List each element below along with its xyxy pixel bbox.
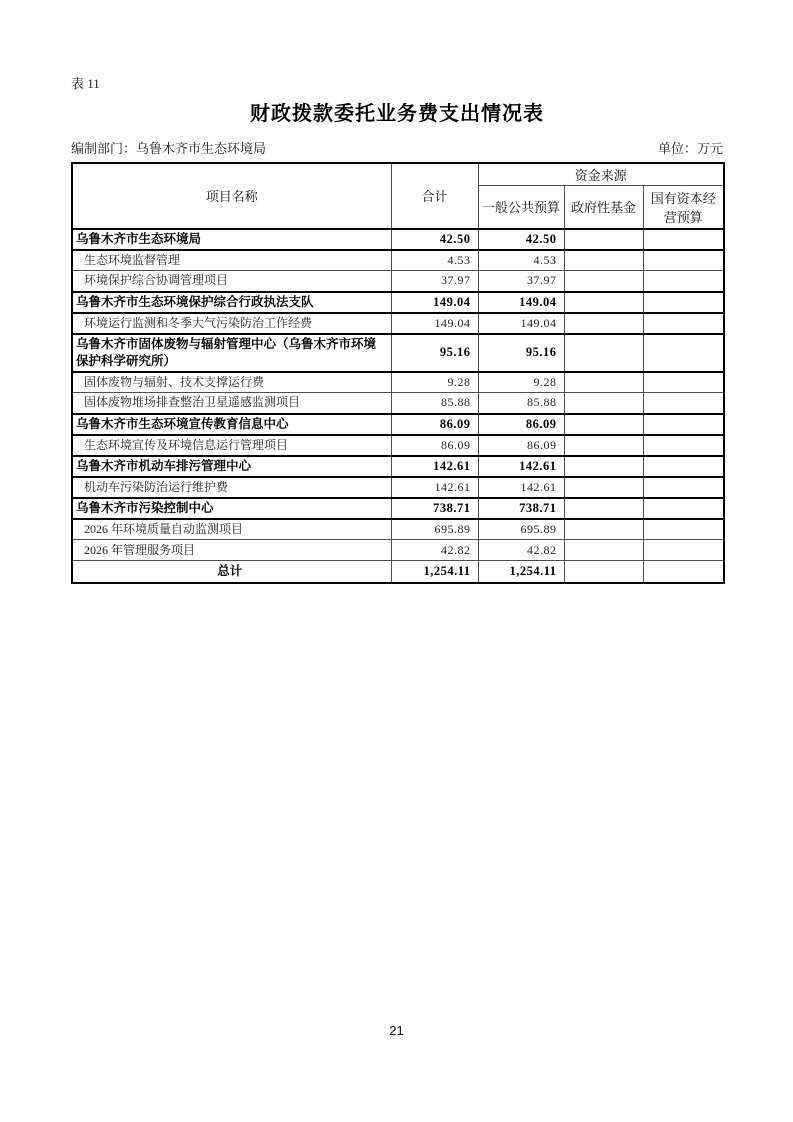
project-name-cell: 乌鲁木齐市生态环境保护综合行政执法支队 — [72, 292, 391, 313]
general-value-cell: 1,254.11 — [478, 561, 564, 583]
total-value-cell: 86.09 — [391, 435, 478, 456]
project-name-cell: 环境保护综合协调管理项目 — [72, 271, 391, 292]
prepared-by-label: 编制部门：乌鲁木齐市生态环境局 — [71, 141, 267, 156]
header-project-name: 项目名称 — [72, 163, 391, 229]
project-name-cell: 固体废物堆场排查整治卫星遥感监测项目 — [72, 393, 391, 414]
state-value-cell — [643, 519, 724, 540]
group-row — [72, 498, 724, 519]
table-row — [72, 271, 724, 292]
header-state-capital-budget: 国有资本经营预算 — [643, 186, 724, 229]
group-row — [72, 292, 724, 313]
fund-value-cell — [564, 435, 643, 456]
fund-value-cell — [564, 477, 643, 498]
fund-value-cell — [564, 372, 643, 393]
total-value-cell: 142.61 — [391, 477, 478, 498]
state-value-cell — [643, 250, 724, 271]
fund-value-cell — [564, 540, 643, 561]
header-funding-source: 资金来源 — [478, 163, 724, 186]
state-value-cell — [643, 498, 724, 519]
general-value-cell: 695.89 — [478, 519, 564, 540]
fund-value-cell — [564, 250, 643, 271]
fund-value-cell — [564, 292, 643, 313]
total-value-cell: 149.04 — [391, 292, 478, 313]
fund-value-cell — [564, 414, 643, 435]
state-value-cell — [643, 334, 724, 372]
total-row — [72, 561, 724, 583]
general-value-cell: 738.71 — [478, 498, 564, 519]
total-value-cell: 37.97 — [391, 271, 478, 292]
project-name-cell: 环境运行监测和冬季大气污染防治工作经费 — [72, 313, 391, 334]
fund-value-cell — [564, 393, 643, 414]
fund-value-cell — [564, 498, 643, 519]
fund-value-cell — [564, 313, 643, 334]
total-value-cell: 85.88 — [391, 393, 478, 414]
fund-value-cell — [564, 334, 643, 372]
project-name-cell: 总计 — [72, 561, 391, 583]
header-government-fund: 政府性基金 — [564, 186, 643, 229]
total-value-cell: 149.04 — [391, 313, 478, 334]
general-value-cell: 95.16 — [478, 334, 564, 372]
state-value-cell — [643, 229, 724, 250]
total-value-cell: 1,254.11 — [391, 561, 478, 583]
state-value-cell — [643, 435, 724, 456]
project-name-cell: 生态环境宣传及环境信息运行管理项目 — [72, 435, 391, 456]
table-row — [72, 540, 724, 561]
table-row — [72, 519, 724, 540]
total-value-cell: 86.09 — [391, 414, 478, 435]
project-name-cell: 乌鲁木齐市固体废物与辐射管理中心（乌鲁木齐市环境保护科学研究所） — [72, 334, 391, 372]
table-meta — [71, 141, 723, 157]
project-name-cell: 乌鲁木齐市生态环境局 — [72, 229, 391, 250]
project-name-cell: 2026 年管理服务项目 — [72, 540, 391, 561]
state-value-cell — [643, 561, 724, 583]
total-value-cell: 42.82 — [391, 540, 478, 561]
project-name-cell: 乌鲁木齐市生态环境宣传教育信息中心 — [72, 414, 391, 435]
table-label: 表 11 — [71, 76, 100, 91]
page-number: 21 — [389, 1023, 404, 1038]
general-value-cell: 37.97 — [478, 271, 564, 292]
group-row — [72, 334, 724, 372]
table-header — [72, 163, 724, 229]
total-value-cell: 738.71 — [391, 498, 478, 519]
state-value-cell — [643, 414, 724, 435]
table-row — [72, 313, 724, 334]
state-value-cell — [643, 393, 724, 414]
project-name-cell: 机动车污染防治运行维护费 — [72, 477, 391, 498]
table-row — [72, 435, 724, 456]
general-value-cell: 142.61 — [478, 477, 564, 498]
budget-table — [71, 162, 725, 584]
table-body — [72, 229, 724, 583]
table-row — [72, 372, 724, 393]
project-name-cell: 乌鲁木齐市污染控制中心 — [72, 498, 391, 519]
general-value-cell: 86.09 — [478, 414, 564, 435]
general-value-cell: 9.28 — [478, 372, 564, 393]
state-value-cell — [643, 372, 724, 393]
table-row — [72, 250, 724, 271]
unit-label: 单位：万元 — [657, 141, 723, 156]
total-value-cell: 4.53 — [391, 250, 478, 271]
general-value-cell: 85.88 — [478, 393, 564, 414]
total-value-cell: 142.61 — [391, 456, 478, 477]
fund-value-cell — [564, 561, 643, 583]
project-name-cell: 生态环境监督管理 — [72, 250, 391, 271]
general-value-cell: 149.04 — [478, 292, 564, 313]
fund-value-cell — [564, 229, 643, 250]
general-value-cell: 149.04 — [478, 313, 564, 334]
group-row — [72, 456, 724, 477]
project-name-cell: 乌鲁木齐市机动车排污管理中心 — [72, 456, 391, 477]
header-general-public-budget: 一般公共预算 — [478, 186, 564, 229]
total-value-cell: 95.16 — [391, 334, 478, 372]
group-row — [72, 229, 724, 250]
state-value-cell — [643, 540, 724, 561]
general-value-cell: 4.53 — [478, 250, 564, 271]
fund-value-cell — [564, 519, 643, 540]
general-value-cell: 42.50 — [478, 229, 564, 250]
table-row — [72, 477, 724, 498]
table-row — [72, 393, 724, 414]
state-value-cell — [643, 456, 724, 477]
fund-value-cell — [564, 271, 643, 292]
general-value-cell: 86.09 — [478, 435, 564, 456]
page-title: 财政拨款委托业务费支出情况表 — [250, 103, 544, 125]
state-value-cell — [643, 477, 724, 498]
total-value-cell: 42.50 — [391, 229, 478, 250]
total-value-cell: 9.28 — [391, 372, 478, 393]
general-value-cell: 142.61 — [478, 456, 564, 477]
fund-value-cell — [564, 456, 643, 477]
project-name-cell: 固体废物与辐射、技术支撑运行费 — [72, 372, 391, 393]
header-row-top — [72, 163, 724, 186]
state-value-cell — [643, 292, 724, 313]
total-value-cell: 695.89 — [391, 519, 478, 540]
state-value-cell — [643, 271, 724, 292]
state-value-cell — [643, 313, 724, 334]
project-name-cell: 2026 年环境质量自动监测项目 — [72, 519, 391, 540]
general-value-cell: 42.82 — [478, 540, 564, 561]
header-total: 合计 — [391, 163, 478, 229]
group-row — [72, 414, 724, 435]
